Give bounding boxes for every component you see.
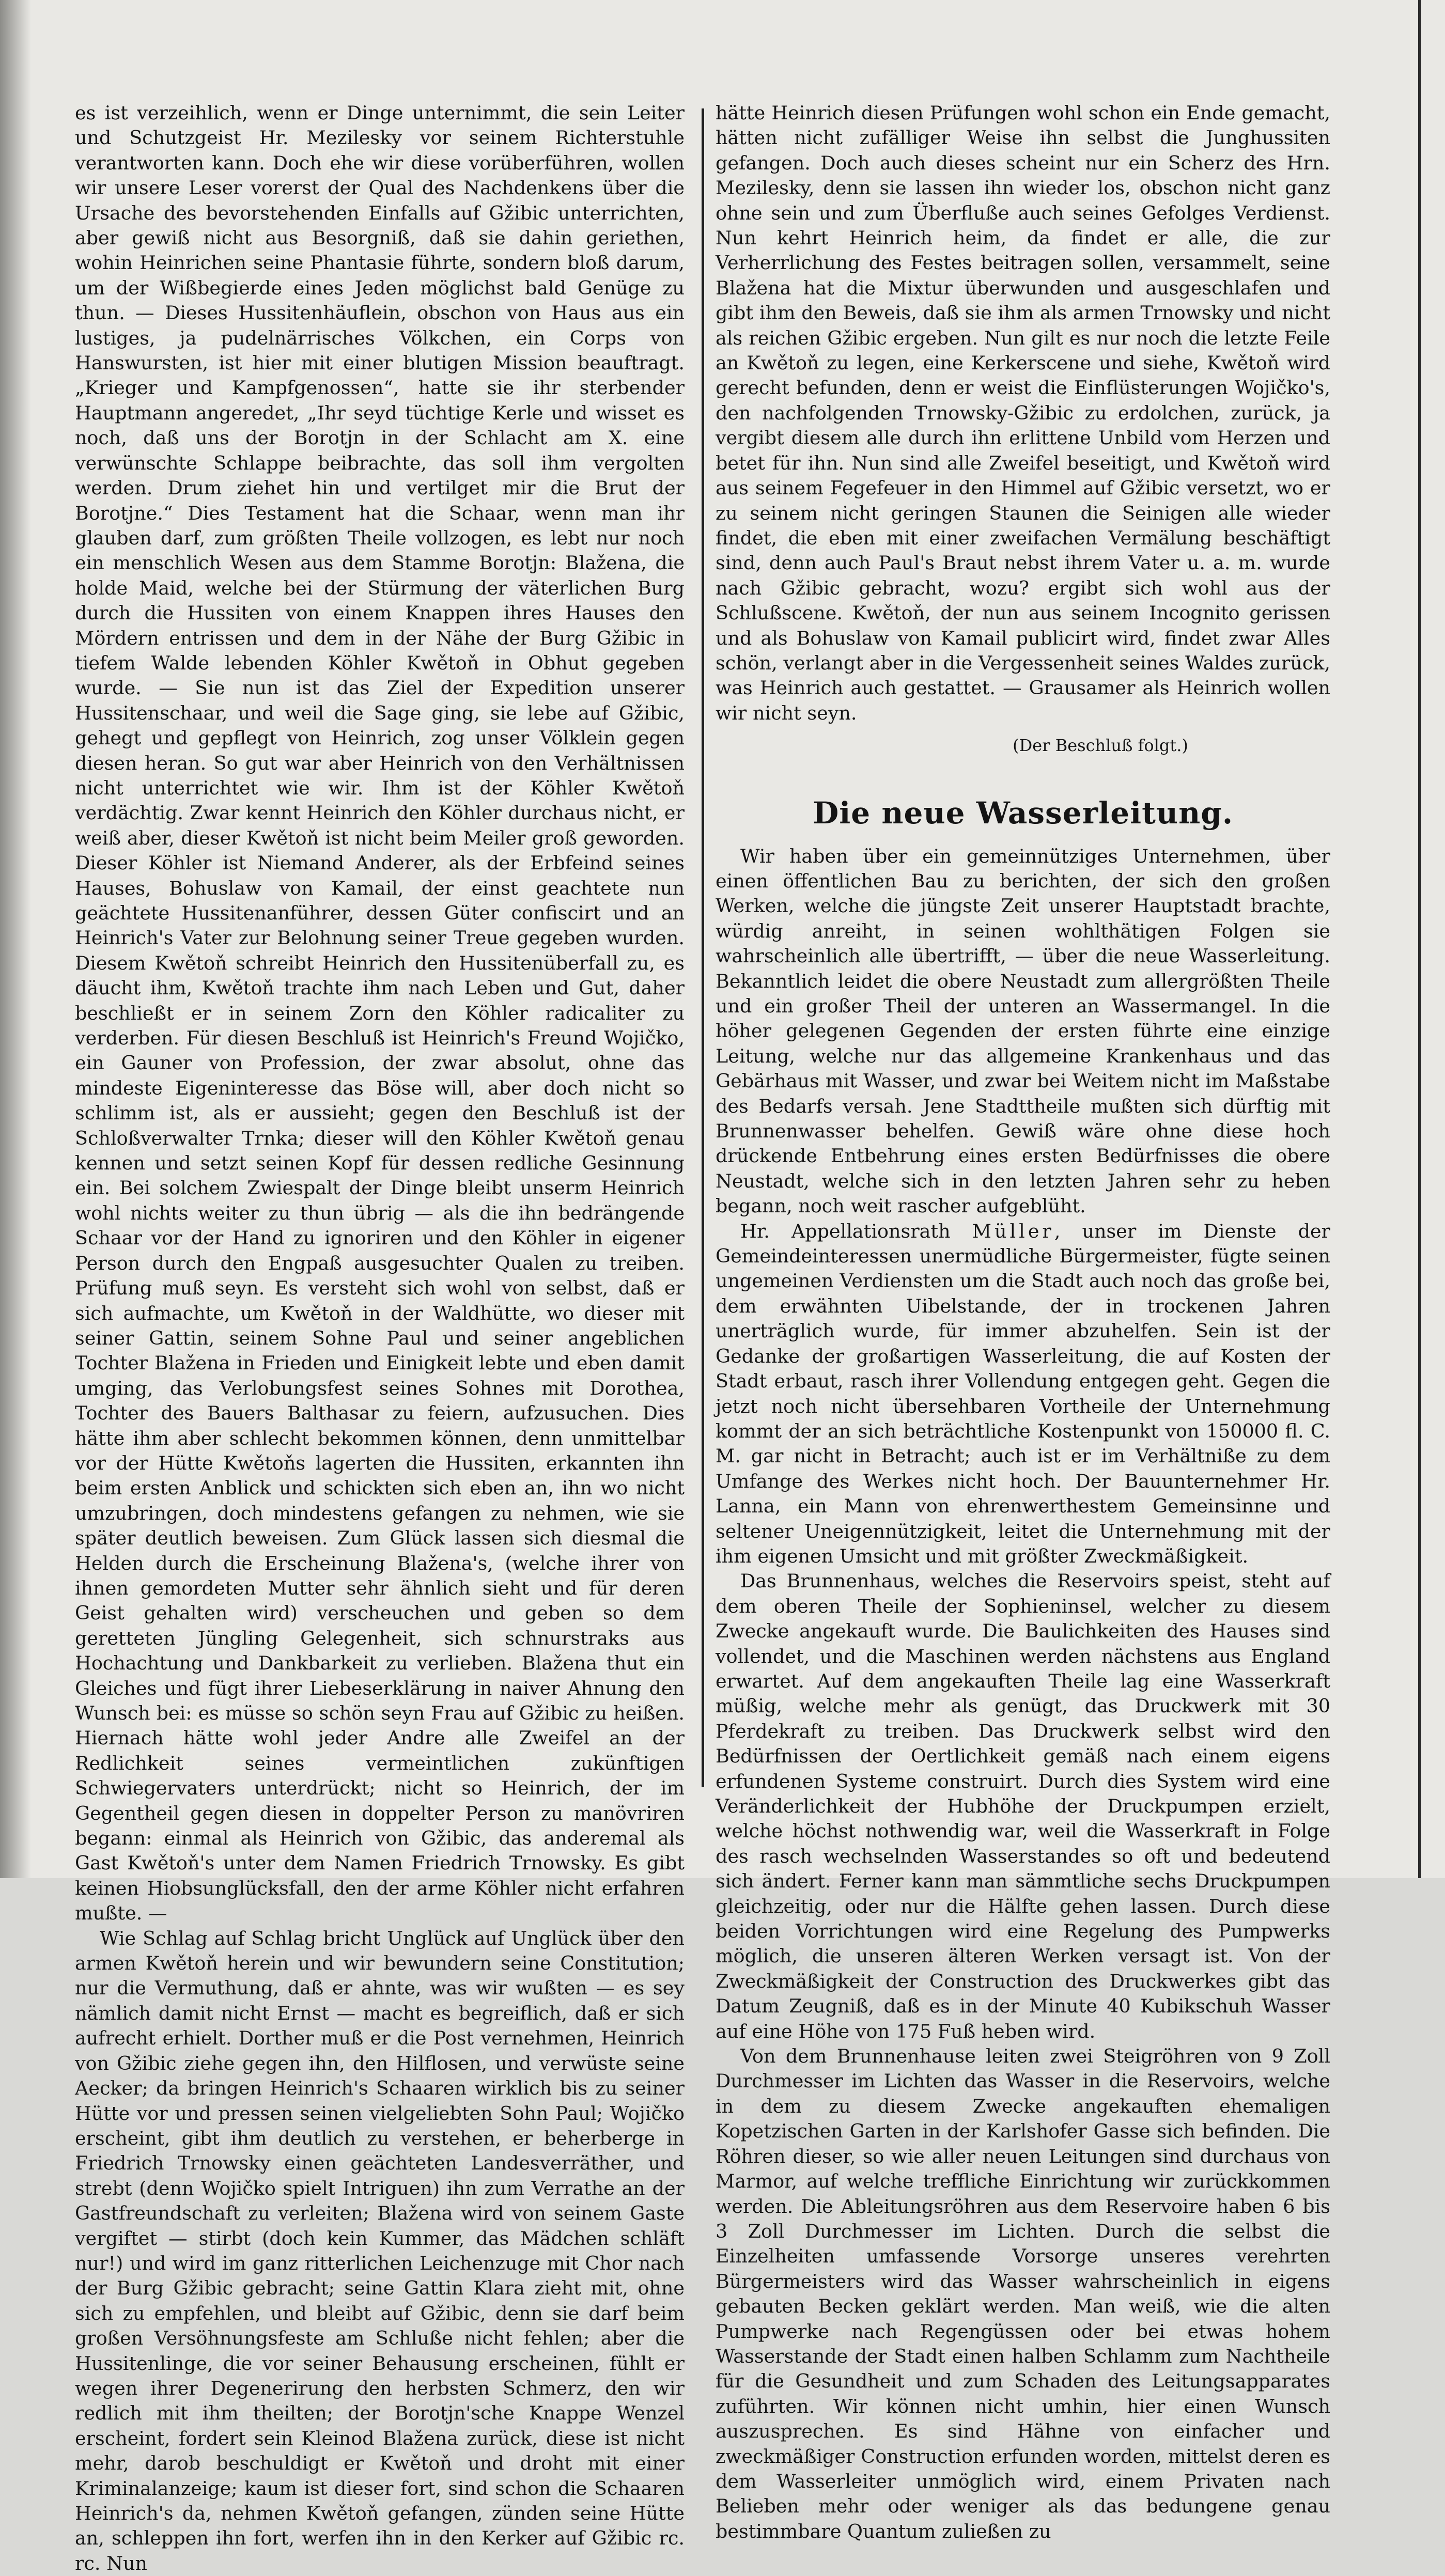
theatre-review-paragraph-2: Wie Schlag auf Schlag bricht Unglück auf Unglück über den armen Kwětoň herein und wir bewundern seine Constitution; nur die Vermuthung, daß er ahnte, was wir wußten — es sey nämlich damit nicht Ernst — macht es begreiflich, daß er sich aufrecht erhielt. Dorther muß er die Post vernehmen, Heinrich von Gžibic ziehe gegen ihn, den Hilflosen, und verwüste seine Aecker; da bringen Heinrich's Schaaren wirklich bis zu seiner Hütte vor und pressen seinen vielgeliebten Sohn Paul; Wojičko erscheint, gibt ihm deutlich zu verstehen, er beherberge in Friedrich Trnowsky einen geächteten Landesverräther, und strebt (denn Wojičko spielt Intriguen) ihn zum Verrathe an der Gastfreundschaft zu verleiten; Blažena wird von seinem Gaste vergiftet — stirbt (doch kein Kummer, das Mädchen schläft nur!) und wird im ganz ritterlichen Leichenzuge mit Chor nach der Burg Gžibic gebracht; seine Gattin Klara zieht mit, ohne sich zu empfehlen, und bleibt auf Gžibic, denn sie darf beim großen Versöhnungsfeste am Schluße nicht fehlen; aber die Hussitenlinge, die vor seiner Behausung erscheinen, fühlt er wegen ihrer Degenerirung den herbsten Schmerz, den wir redlich mit ihm theilten; der Borotjn'sche Knappe Wenzel erscheint, fordert sein Kleinod Blažena zurück, diese ist nicht mehr, darob beschuldigt er Kwětoň und droht mit einer Kriminalanzeige; kaum ist dieser fort, sind schon die Schaaren Heinrich's da, nehmen Kwětoň gefangen, zünden seine Hütte an, schleppen ihn fort, werfen ihn in den Kerker auf Gžibic rc. rc. Nun [75, 1927, 685, 2574]
mayor-name: Müller [972, 1220, 1054, 1242]
theatre-review-paragraph-3: hätte Heinrich diesen Prüfungen wohl schon ein Ende gemacht, hätten nicht zufälliger Weise ihn selbst die Junghussiten gefangen. Doch auch dieses scheint nur ein Scherz des Hrn. Mezilesky, denn sie lassen ihn wieder los, obschon nicht ganz ohne sein und zum Überfluße auch seines Gefolges Verdienst. Nun kehrt Heinrich heim, da findet er alle, die zur Verherrlichung des Festes beitragen sollen, versammelt, seine Blažena hat die Mixtur überwunden und ausgeschlafen und gibt ihm den Beweis, daß sie ihm als armen Trnowsky und nicht als reichen Gžibic ergeben. Nun gilt es nur noch die letzte Feile an Kwětoň zu legen, eine Kerkerscene und siehe, Kwětoň wird gerecht befunden, denn er weist die Einflüsterungen Wojičko's, den nachfolgenden Trnowsky-Gžibic zu erdolchen, zurück, ja vergibt diesem alle durch ihn erlittene Unbild vom Herzen und betet für ihn. Nun sind alle Zweifel beseitigt, und Kwětoň wird aus seinem Fegefeuer in den Himmel auf Gžibic versetzt, wo er zu seinem nicht geringen Staunen die Seinigen alle wieder findet, die eben mit einer zweifachen Vermälung beschäftigt sind, denn auch Paul's Braut nebst ihrem Vater u. a. m. wurde nach Gžibic gebracht, wozu? ergibt sich wohl aus der Schlußscene. Kwětoň, der nun aus seinem Incognito gerissen und als Bohuslaw von Kamail publicirt wird, findet zwar Alles schön, verlangt aber in die Vergessenheit seines Waldes zurück, was Heinrich auch gestattet. — Grausamer als Heinrich wollen wir nicht seyn. [716, 102, 1330, 724]
article-paragraph-1: Wir haben über ein gemeinnütziges Unternehmen, über einen öffentlichen Bau zu berichten, der sich den großen Werken, welche die jüngste Zeit unserer Hauptstadt brachte, würdig anreiht, in seinen wohlthätigen Folgen sie wahrscheinlich alle übertrifft, — über die neue Wasserleitung. Bekanntlich leidet die obere Neustadt zum allergrößten Theile und ein großer Theil der unteren an Wassermangel. In die höher gelegenen Gegenden der ersten führte eine einzige Leitung, welche nur das allgemeine Krankenhaus und das Gebärhaus mit Wasser, und zwar bei Weitem nicht im Maßstabe des Bedarfs versah. Jene Stadttheile mußten sich dürftig mit Brunnenwasser behelfen. Gewiß wäre ohne diese hoch drückende Entbehrung eines ersten Bedürfnisses die obere Neustadt, welche sich in den letzten Jahren sehr zu heben begann, noch weit rascher aufgeblüht. [716, 845, 1330, 1217]
column-divider [702, 108, 704, 1787]
article-title: Die neue Wasserleitung. [812, 795, 1234, 831]
left-column [75, 101, 685, 2576]
right-column [716, 101, 1330, 2544]
article-paragraph-4: Von dem Brunnenhause leiten zwei Steigröhren von 9 Zoll Durchmesser im Lichten das Wasser in die Reservoirs, welche in dem zu diesem Zwecke angekauften ehemaligen Kopetzischen Garten in der Karlshofer Gasse sich befinden. Die Röhren dieser, so wie aller neuen Leitungen sind durchaus von Marmor, auf welche treffliche Einrichtung wir zurückkommen werden. Die Ableitungsröhren aus dem Reservoire haben 6 bis 3 Zoll Durchmesser im Lichten. Durch die selbst die Einzelheiten umfassende Vorsorge unseres verehrten Bürgermeisters wird das Wasser wahrscheinlich in eigens gebauten Becken geklärt werden. Man weiß, wie die alten Pumpwerke nach Regengüssen oder bei etwas hohem Wasserstande der Stadt einen halben Schlamm zum Nachtheile für die Gesundheit und zum Schaden des Leitungsapparates zuführten. Wir können nicht umhin, hier einen Wunsch auszusprechen. Es sind Hähne von einfacher und zweckmäßiger Construction erfunden worden, mittelst deren es dem Wasserleiter unmöglich wird, einem Privaten nach Belieben mehr oder weniger als das bedungene genau bestimmbare Quantum zuließen zu [716, 2045, 1330, 2542]
article-paragraph-2 [716, 1219, 1330, 1569]
theatre-review-paragraph-1: es ist verzeihlich, wenn er Dinge unternimmt, die sein Leiter und Schutzgeist Hr. Mezilesky vor seinem Richterstuhle verantworten kann. Doch ehe wir diese vorüberführen, wollen wir unsere Leser vorerst der Qual des Nachdenkens über die Ursache des bevorstehenden Einfalls auf Gžibic unterrichten, aber gewiß nicht aus Besorgniß, daß sie dahin geriethen, wohin Heinrichen seine Phantasie führte, sondern bloß darum, um der Wißbegierde eines Jeden möglichst bald Genüge zu thun. — Dieses Hussitenhäuflein, obschon von Haus aus ein lustiges, ja pudelnärrisches Völkchen, ein Corps von Hanswursten, ist hier mit einer blutigen Mission beauftragt. „Krieger und Kampfgenossen“, hatte sie ihr sterbender Hauptmann angeredet, „Ihr seyd tüchtige Kerle und wisset es noch, daß uns der Borotjn in der Schlacht am X. eine verwünschte Schlappe beibrachte, das soll ihm vergolten werden. Drum ziehet hin und vertilget mir die Brut der Borotjne.“ Dies Testament hat die Schaar, wenn man ihr glauben darf, zum größten Theile vollzogen, es lebt nur noch ein menschlich Wesen aus dem Stamme Borotjn: Blažena, die holde Maid, welche bei der Stürmung der väterlichen Burg durch die Hussiten von einem Knappen ihres Hauses den Mördern entrissen und dem in der Nähe der Burg Gžibic in tiefem Walde lebenden Köhler Kwětoň in Obhut gegeben wurde. — Sie nun ist das Ziel der Expedition unserer Hussitenschaar, und weil die Sage ging, sie lebe auf Gžibic, gehegt und gepflegt von Heinrich, zog unser Völklein gegen diesen heran. So gut war aber Heinrich von den Verhältnissen nicht unterrichtet wie wir. Ihm ist der Köhler Kwětoň verdächtig. Zwar kennt Heinrich den Köhler durchaus nicht, er weiß aber, dieser Kwětoň ist nicht beim Meiler groß geworden. Dieser Köhler ist Niemand Anderer, als der Erbfeind seines Hauses, Bohuslaw von Kamail, der einst geachtete nun geächtete Hussitenanführer, dessen Güter confiscirt und an Heinrich's Vater zur Belohnung seiner Treue gegeben wurden. Diesem Kwětoň schreibt Heinrich den Hussitenüberfall zu, es däucht ihm, Kwětoň trachte ihm nach Leben und Gut, daher beschließt er in seinem Zorn den Köhler radicaliter zu verderben. Für diesen Beschluß ist Heinrich's Freund Wojičko, ein Gauner von Profession, der zwar absolut, ohne das mindeste Eigeninteresse das Böse will, aber doch nicht so schlimm ist, als er aussieht; gegen den Beschluß ist der Schloßverwalter Trnka; dieser will den Köhler Kwětoň genau kennen und setzt seinen Kopf für dessen redliche Gesinnung ein. Bei solchem Zwiespalt der Dinge bleibt unserm Heinrich wohl nichts weiter zu thun übrig — als die ihn bedrängende Schaar vor der Hand zu ignoriren und den Köhler in eigener Person durch den Engpaß ausgesuchter Qualen zu treiben. Prüfung muß seyn. Es versteht sich wohl von selbst, daß er sich aufmachte, um Kwětoň in der Waldhütte, wo dieser mit seiner Gattin, seinem Sohne Paul und seiner angeblichen Tochter Blažena in Frieden und Einigkeit lebte und eben damit umging, das Verlobungsfest seines Sohnes mit Dorothea, Tochter des Bauers Balthasar zu feiern, aufzusuchen. Dies hätte ihm aber schlecht bekommen können, denn unmittelbar vor der Hütte Kwětoňs lagerten die Hussiten, erkannten ihn beim ersten Anblick und schickten sich eben an, ihn wo nicht umzubringen, doch mindestens gefangen zu nehmen, wie sie später deutlich beweisen. Zum Glück lassen sich diesmal die Helden durch die Erscheinung Blažena's, (welche ihrer von ihnen gemordeten Mutter sehr ähnlich sieht und für deren Geist gehalten wird) verscheuchen und geben so dem geretteten Jüngling Gelegenheit, sich schnurstraks aus Hochachtung und Dankbarkeit zu verlieben. Blažena thut ein Gleiches und fügt ihrer Liebeserklärung in naiver Ahnung den Wunsch bei: es müsse so schön seyn Frau auf Gžibic zu heißen. Hiernach hätte wohl jeder Andre alle Zweifel an der Redlichkeit seines vermeintlichen zukünftigen Schwiegervaters unterdrückt; nicht so Heinrich, der im Gegentheil gegen diesen in doppelter Person zu manövriren begann: einmal als Heinrich von Gžibic, das anderemal als Gast Kwětoň's unter dem Namen Friedrich Trnowsky. Es gibt keinen Hiobsunglücksfall, den der arme Köhler nicht erfahren mußte. — [75, 102, 685, 1925]
continuation-note: (Der Beschluß folgt.) [1013, 736, 1188, 756]
article-paragraph-2-lead: Hr. Appellationsrath [740, 1220, 972, 1242]
article-paragraph-2-rest: , unser im Dienste der Gemeindeinteressen unermüdliche Bürgermeister, fügte seinen ungemeinen Verdiensten um die Stadt auch noch das große bei, dem erwähnten Uibelstande, der in trockenen Jahren unerträglich wurde, für immer abzuhelfen. Sein ist der Gedanke der großartigen Wasserleitung, die auf Kosten der Stadt erbaut, rasch ihrer Vollendung entgegen geht. Gegen die jetzt noch nicht übersehbaren Vortheile der Unternehmung kommt der an sich beträchtliche Kostenpunkt von 150000 fl. C. M. gar nicht in Betracht; auch ist er im Verhältniße zu dem Umfange des Werkes nicht hoch. Der Bauunternehmer Hr. Lanna, ein Mann von ehrenwerthestem Gemeinsinne und seltener Uneigennützigkeit, leitet die Unternehmung mit der ihm eigenen Umsicht und mit größter Zweckmäßigkeit. [716, 1220, 1330, 1567]
article-paragraph-3: Das Brunnenhaus, welches die Reservoirs speist, steht auf dem oberen Theile der Sophieninsel, welcher zu diesem Zwecke angekauft wurde. Die Baulichkeiten des Hauses sind vollendet, und die Maschinen werden nächstens aus England erwartet. Auf dem angekauften Theile lag eine Wasserkraft müßig, welche mehr als genügt, das Druckwerk mit 30 Pferdekraft zu treiben. Das Druckwerk selbst wird den Bedürfnissen der Oertlichkeit gemäß nach einem eigens erfundenen Systeme construirt. Durch dies System wird eine Veränderlichkeit der Hubhöhe der Druckpumpen erzielt, welche höchst nothwendig war, weil die Wasserkraft in Folge des rasch wechselnden Wasserstandes so oft und bedeutend sich ändert. Ferner kann man sämmtliche sechs Druckpumpen gleichzeitig, oder nur die Hälfte gehen lassen. Durch diese beiden Vorrichtungen wird eine Regelung des Pumpwerks möglich, die unseren älteren Werken versagt ist. Von der Zweckmäßigkeit der Construction des Druckwerkes gibt das Datum Zeugniß, daß es in der Minute 40 Kubikschuh Wasser auf eine Höhe von 175 Fuß heben wird. [716, 1570, 1330, 2042]
page-edge-rule [1418, 0, 1421, 1878]
scan-edge-shadow [0, 0, 31, 1878]
